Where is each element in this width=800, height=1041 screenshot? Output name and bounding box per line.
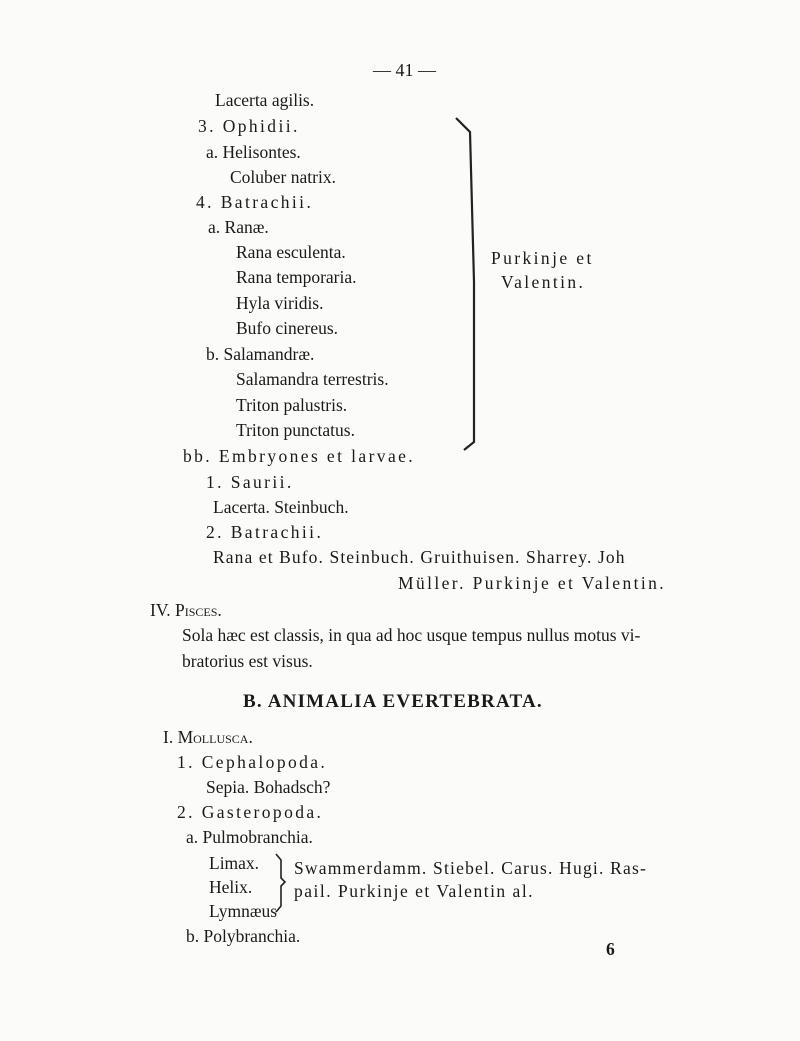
- bracket-note-line: pail. Purkinje et Valentin al.: [294, 881, 535, 901]
- text-line: a. Pulmobranchia.: [186, 827, 313, 847]
- text-line: Hyla viridis.: [236, 293, 324, 313]
- bracket-note-line: Valentin.: [501, 272, 586, 292]
- text-line: Helix.: [209, 877, 253, 897]
- text-line: Bufo cinereus.: [236, 318, 339, 338]
- text-line: Lacerta. Steinbuch.: [213, 497, 349, 517]
- text-line: b. Salamandræ.: [206, 344, 315, 364]
- section-heading: B. ANIMALIA EVERTEBRATA.: [243, 691, 543, 712]
- text-line: Sola hæc est classis, in qua ad hoc usque tempus nullus motus vi-: [182, 625, 641, 645]
- bracket-note-line: Purkinje et: [491, 248, 594, 268]
- text-line: 4. Batrachii.: [196, 192, 314, 212]
- text-line: Müller. Purkinje et Valentin.: [398, 573, 667, 593]
- bracket-brace-icon: [452, 112, 486, 452]
- text-line: Limax.: [209, 853, 260, 873]
- text-line: Rana temporaria.: [236, 267, 357, 287]
- text-line: Lacerta agilis.: [215, 90, 315, 110]
- section-heading: IV. Pisces.: [150, 600, 222, 620]
- bracket-note-line: Swammerdamm. Stiebel. Carus. Hugi. Ras-: [294, 858, 648, 878]
- text-line: a. Helisontes.: [206, 142, 301, 162]
- text-line: Rana et Bufo. Steinbuch. Gruithuisen. Sharrey. Joh: [213, 547, 626, 567]
- text-line: 3. Ophidii.: [198, 116, 300, 136]
- text-line: Rana esculenta.: [236, 242, 346, 262]
- text-line: bratorius est visus.: [182, 651, 313, 671]
- page-number: — 41 —: [373, 60, 436, 80]
- text-line: 2. Gasteropoda.: [177, 802, 324, 822]
- text-line: Sepia. Bohadsch?: [206, 777, 331, 797]
- text-line: 1. Saurii.: [206, 472, 294, 492]
- text-line: Triton punctatus.: [236, 420, 355, 440]
- text-line: Lymnæus: [209, 901, 278, 921]
- text-line: bb. Embryones et larvae.: [183, 446, 416, 466]
- signature-mark: 6: [606, 939, 615, 959]
- text-line: Salamandra terrestris.: [236, 369, 389, 389]
- text-line: 2. Batrachii.: [206, 522, 324, 542]
- text-line: 1. Cephalopoda.: [177, 752, 328, 772]
- text-line: b. Polybranchia.: [186, 926, 301, 946]
- text-line: Coluber natrix.: [230, 167, 336, 187]
- text-line: a. Ranæ.: [208, 217, 269, 237]
- bracket-brace-icon: [273, 852, 287, 914]
- text-line: Triton palustris.: [236, 395, 348, 415]
- section-heading: I. Mollusca.: [163, 727, 253, 747]
